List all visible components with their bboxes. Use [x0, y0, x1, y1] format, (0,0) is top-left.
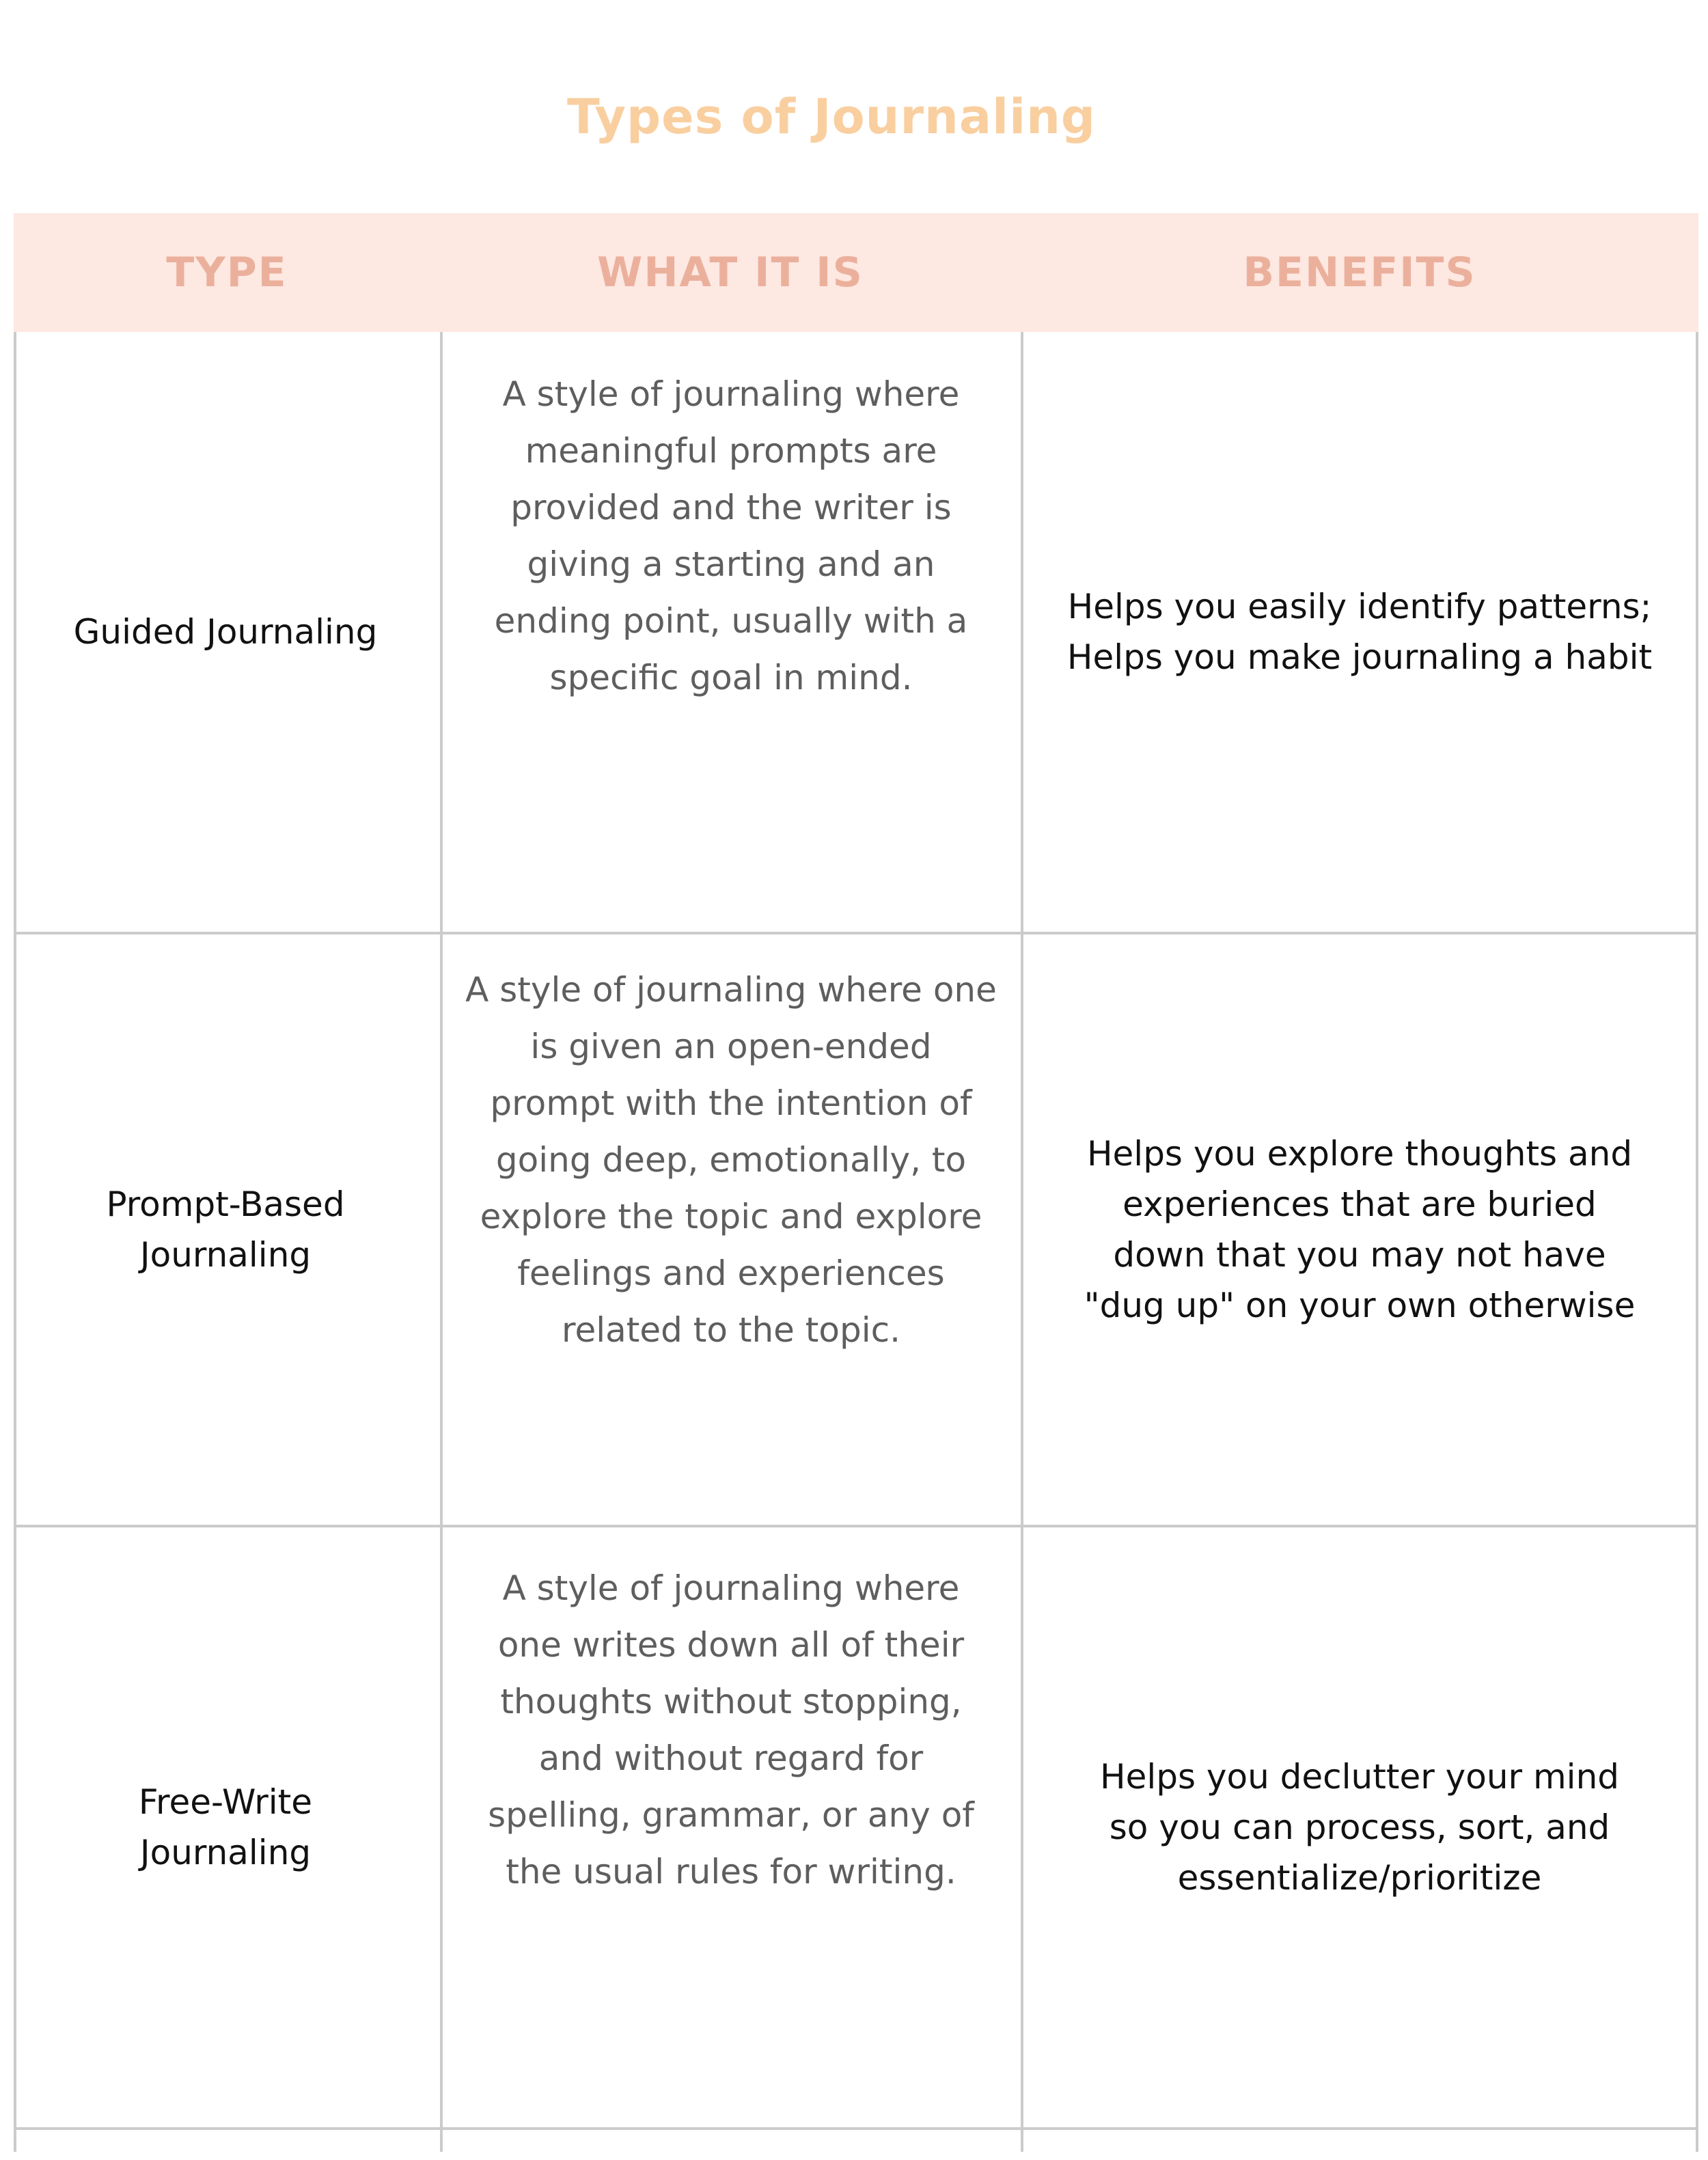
table-row-2-benefits [1032, 934, 1688, 1525]
row-2-benefits-text: Helps you explore thoughts and experiences that are buried down that you may not have "dug up" on your own otherwise [1084, 1134, 1636, 1325]
page-title: Types of Journaling [566, 89, 1097, 145]
table-row-3-type [20, 1527, 430, 2127]
table-row-1-type [20, 332, 430, 932]
grid-right-border [1696, 332, 1698, 2152]
row-1-benefits-text: Helps you easily identify patterns; Helps you make journaling a habit [1066, 587, 1653, 677]
row-1-type-text: Guided Journaling [73, 612, 378, 652]
row-2-what-text: A style of journaling where one is given an open-ended prompt with the intention of going deep, emotionally, to explore the topic and explore feelings and experiences related to the topic. [465, 970, 997, 1350]
table-row-2-what [451, 934, 1011, 1525]
table-row-1-what [451, 339, 1011, 932]
table-row-1-benefits [1032, 332, 1688, 932]
row-2-type-text: Prompt-Based Journaling [106, 1185, 345, 1275]
grid-left-border [14, 332, 16, 2152]
row-3-what-text: A style of journaling where one writes down all of their thoughts without stopping, and without regard for spelling, grammar, or any of the usual rules for writing. [488, 1568, 974, 1892]
header-what-it-is: WHAT IT IS [597, 249, 864, 296]
grid-col-divider-1 [440, 332, 443, 2152]
table-header [14, 213, 1698, 332]
row-3-benefits-text: Helps you declutter your mind so you can process, sort, and essentialize/prioritize [1099, 1757, 1620, 1898]
table-row-2-type [20, 934, 430, 1525]
header-benefits: BENEFITS [1243, 249, 1476, 296]
header-type: TYPE [166, 249, 288, 296]
row-3-type-text: Free-Write Journaling [138, 1782, 313, 1872]
table-row-3-what [451, 1533, 1011, 2127]
grid-col-divider-2 [1021, 332, 1023, 2152]
row-1-what-text: A style of journaling where meaningful prompts are provided and the writer is giving a starting and an ending point, usually with a specific goal in mind. [494, 374, 968, 697]
grid-bottom-border [14, 2127, 1698, 2130]
table-row-3-benefits [1032, 1527, 1688, 2127]
